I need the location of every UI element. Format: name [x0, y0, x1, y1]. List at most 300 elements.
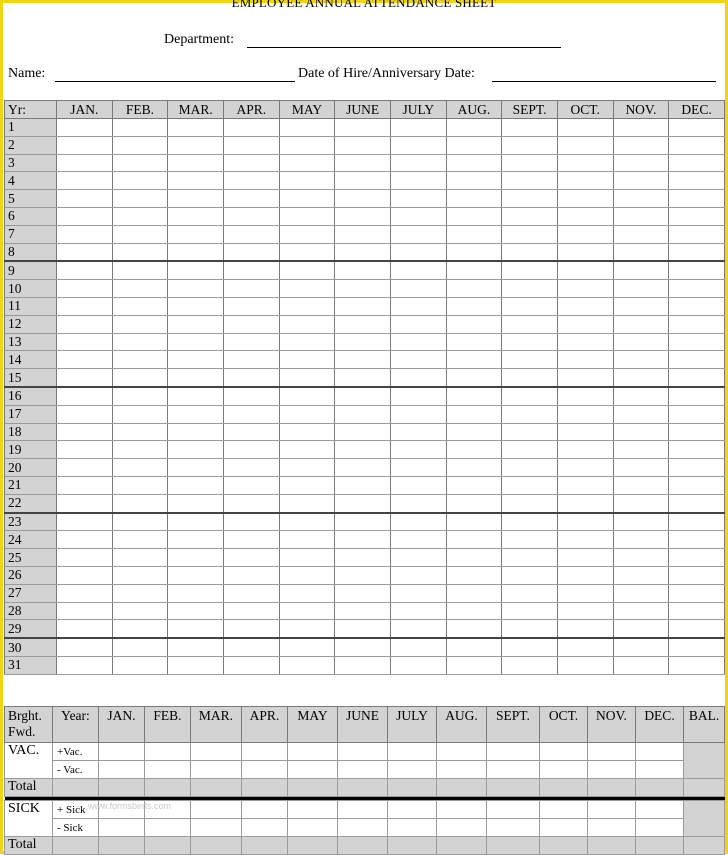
attendance-cell[interactable] — [390, 261, 446, 279]
attendance-cell[interactable] — [446, 315, 502, 333]
attendance-cell[interactable] — [112, 297, 168, 315]
attendance-cell[interactable] — [223, 207, 279, 225]
vacation-month-cell[interactable] — [588, 743, 636, 761]
attendance-cell[interactable] — [446, 225, 502, 243]
attendance-cell[interactable] — [557, 369, 613, 387]
attendance-cell[interactable] — [168, 297, 224, 315]
attendance-cell[interactable] — [613, 549, 669, 567]
attendance-cell[interactable] — [168, 190, 224, 208]
attendance-cell[interactable] — [223, 315, 279, 333]
attendance-cell[interactable] — [112, 620, 168, 638]
attendance-cell[interactable] — [223, 154, 279, 172]
attendance-cell[interactable] — [168, 387, 224, 405]
attendance-cell[interactable] — [446, 280, 502, 298]
attendance-cell[interactable] — [112, 531, 168, 549]
attendance-cell[interactable] — [613, 369, 669, 387]
attendance-cell[interactable] — [279, 207, 335, 225]
attendance-cell[interactable] — [223, 119, 279, 137]
attendance-cell[interactable] — [279, 369, 335, 387]
attendance-cell[interactable] — [557, 243, 613, 261]
attendance-cell[interactable] — [168, 369, 224, 387]
attendance-cell[interactable] — [335, 638, 391, 656]
attendance-cell[interactable] — [279, 351, 335, 369]
attendance-cell[interactable] — [669, 638, 725, 656]
attendance-cell[interactable] — [57, 154, 113, 172]
attendance-cell[interactable] — [168, 136, 224, 154]
attendance-cell[interactable] — [57, 602, 113, 620]
attendance-cell[interactable] — [669, 136, 725, 154]
attendance-cell[interactable] — [669, 207, 725, 225]
vacation-month-cell[interactable] — [437, 761, 487, 779]
vacation-total-cell[interactable] — [99, 779, 145, 797]
attendance-cell[interactable] — [57, 513, 113, 531]
attendance-cell[interactable] — [502, 566, 558, 584]
attendance-cell[interactable] — [112, 207, 168, 225]
sick-month-cell[interactable] — [388, 819, 437, 837]
attendance-cell[interactable] — [502, 315, 558, 333]
attendance-cell[interactable] — [502, 513, 558, 531]
attendance-cell[interactable] — [223, 225, 279, 243]
attendance-cell[interactable] — [223, 243, 279, 261]
sick-total-cell[interactable] — [99, 837, 145, 855]
attendance-cell[interactable] — [613, 280, 669, 298]
attendance-cell[interactable] — [669, 620, 725, 638]
attendance-cell[interactable] — [279, 315, 335, 333]
attendance-cell[interactable] — [223, 531, 279, 549]
attendance-cell[interactable] — [613, 207, 669, 225]
attendance-cell[interactable] — [57, 620, 113, 638]
attendance-cell[interactable] — [112, 405, 168, 423]
attendance-cell[interactable] — [446, 351, 502, 369]
attendance-cell[interactable] — [57, 531, 113, 549]
attendance-cell[interactable] — [168, 315, 224, 333]
attendance-cell[interactable] — [335, 207, 391, 225]
attendance-cell[interactable] — [279, 261, 335, 279]
attendance-cell[interactable] — [669, 280, 725, 298]
sick-total-cell[interactable] — [191, 837, 242, 855]
vacation-month-cell[interactable] — [540, 743, 588, 761]
attendance-cell[interactable] — [446, 387, 502, 405]
attendance-cell[interactable] — [57, 297, 113, 315]
attendance-cell[interactable] — [279, 190, 335, 208]
attendance-cell[interactable] — [112, 261, 168, 279]
attendance-cell[interactable] — [613, 351, 669, 369]
attendance-cell[interactable] — [223, 584, 279, 602]
attendance-cell[interactable] — [390, 602, 446, 620]
attendance-cell[interactable] — [613, 531, 669, 549]
attendance-cell[interactable] — [502, 207, 558, 225]
attendance-cell[interactable] — [57, 369, 113, 387]
attendance-cell[interactable] — [446, 369, 502, 387]
attendance-cell[interactable] — [669, 602, 725, 620]
attendance-cell[interactable] — [557, 387, 613, 405]
attendance-cell[interactable] — [390, 154, 446, 172]
attendance-cell[interactable] — [390, 207, 446, 225]
attendance-cell[interactable] — [502, 638, 558, 656]
attendance-cell[interactable] — [557, 225, 613, 243]
attendance-cell[interactable] — [335, 225, 391, 243]
attendance-cell[interactable] — [669, 549, 725, 567]
sick-month-cell[interactable] — [288, 801, 338, 819]
attendance-cell[interactable] — [669, 441, 725, 459]
attendance-cell[interactable] — [168, 620, 224, 638]
attendance-cell[interactable] — [57, 261, 113, 279]
attendance-cell[interactable] — [669, 333, 725, 351]
sick-month-cell[interactable] — [191, 819, 242, 837]
attendance-cell[interactable] — [390, 441, 446, 459]
sick-month-cell[interactable] — [99, 819, 145, 837]
attendance-cell[interactable] — [335, 584, 391, 602]
attendance-cell[interactable] — [557, 549, 613, 567]
attendance-cell[interactable] — [557, 494, 613, 512]
attendance-cell[interactable] — [112, 190, 168, 208]
attendance-cell[interactable] — [279, 602, 335, 620]
attendance-cell[interactable] — [168, 154, 224, 172]
attendance-cell[interactable] — [223, 513, 279, 531]
attendance-cell[interactable] — [335, 441, 391, 459]
attendance-cell[interactable] — [390, 638, 446, 656]
vacation-total-cell[interactable] — [588, 779, 636, 797]
attendance-cell[interactable] — [446, 333, 502, 351]
attendance-cell[interactable] — [502, 333, 558, 351]
sick-month-cell[interactable] — [338, 801, 388, 819]
attendance-cell[interactable] — [502, 387, 558, 405]
attendance-cell[interactable] — [168, 172, 224, 190]
attendance-cell[interactable] — [168, 531, 224, 549]
vacation-month-cell[interactable] — [636, 761, 684, 779]
attendance-cell[interactable] — [613, 602, 669, 620]
attendance-cell[interactable] — [279, 531, 335, 549]
attendance-cell[interactable] — [669, 584, 725, 602]
attendance-cell[interactable] — [502, 136, 558, 154]
attendance-cell[interactable] — [112, 602, 168, 620]
attendance-cell[interactable] — [669, 476, 725, 494]
attendance-cell[interactable] — [557, 172, 613, 190]
attendance-cell[interactable] — [57, 243, 113, 261]
attendance-cell[interactable] — [335, 154, 391, 172]
attendance-cell[interactable] — [669, 656, 725, 674]
attendance-cell[interactable] — [223, 549, 279, 567]
attendance-cell[interactable] — [223, 190, 279, 208]
attendance-cell[interactable] — [112, 494, 168, 512]
attendance-cell[interactable] — [112, 638, 168, 656]
attendance-cell[interactable] — [112, 119, 168, 137]
attendance-cell[interactable] — [223, 369, 279, 387]
attendance-cell[interactable] — [446, 423, 502, 441]
attendance-cell[interactable] — [502, 405, 558, 423]
attendance-cell[interactable] — [335, 172, 391, 190]
attendance-cell[interactable] — [502, 261, 558, 279]
attendance-cell[interactable] — [57, 136, 113, 154]
attendance-cell[interactable] — [669, 494, 725, 512]
attendance-cell[interactable] — [502, 494, 558, 512]
attendance-cell[interactable] — [557, 119, 613, 137]
attendance-cell[interactable] — [57, 225, 113, 243]
attendance-cell[interactable] — [613, 172, 669, 190]
attendance-cell[interactable] — [223, 423, 279, 441]
attendance-cell[interactable] — [223, 172, 279, 190]
attendance-cell[interactable] — [669, 315, 725, 333]
sick-month-cell[interactable] — [242, 819, 288, 837]
attendance-cell[interactable] — [613, 225, 669, 243]
attendance-cell[interactable] — [446, 243, 502, 261]
vacation-total-cell[interactable] — [242, 779, 288, 797]
attendance-cell[interactable] — [613, 136, 669, 154]
attendance-cell[interactable] — [57, 119, 113, 137]
attendance-cell[interactable] — [669, 387, 725, 405]
vacation-total-cell[interactable] — [388, 779, 437, 797]
sick-month-cell[interactable] — [636, 801, 684, 819]
attendance-cell[interactable] — [168, 584, 224, 602]
name-field-line[interactable] — [55, 81, 295, 82]
vacation-total-cell[interactable] — [487, 779, 540, 797]
attendance-cell[interactable] — [168, 549, 224, 567]
attendance-cell[interactable] — [279, 441, 335, 459]
attendance-cell[interactable] — [390, 387, 446, 405]
attendance-cell[interactable] — [335, 351, 391, 369]
attendance-cell[interactable] — [502, 531, 558, 549]
attendance-cell[interactable] — [335, 315, 391, 333]
attendance-cell[interactable] — [168, 261, 224, 279]
attendance-cell[interactable] — [390, 476, 446, 494]
attendance-cell[interactable] — [279, 333, 335, 351]
attendance-cell[interactable] — [390, 297, 446, 315]
attendance-cell[interactable] — [223, 441, 279, 459]
attendance-cell[interactable] — [168, 225, 224, 243]
attendance-cell[interactable] — [557, 333, 613, 351]
attendance-cell[interactable] — [223, 405, 279, 423]
attendance-cell[interactable] — [279, 387, 335, 405]
attendance-cell[interactable] — [112, 387, 168, 405]
attendance-cell[interactable] — [279, 297, 335, 315]
attendance-cell[interactable] — [57, 423, 113, 441]
attendance-cell[interactable] — [335, 620, 391, 638]
attendance-cell[interactable] — [446, 566, 502, 584]
attendance-cell[interactable] — [335, 602, 391, 620]
attendance-cell[interactable] — [112, 584, 168, 602]
attendance-cell[interactable] — [613, 584, 669, 602]
sick-month-cell[interactable] — [437, 819, 487, 837]
attendance-cell[interactable] — [557, 423, 613, 441]
sick-month-cell[interactable] — [191, 801, 242, 819]
attendance-cell[interactable] — [112, 333, 168, 351]
attendance-cell[interactable] — [502, 172, 558, 190]
sick-total-cell[interactable] — [636, 837, 684, 855]
attendance-cell[interactable] — [57, 207, 113, 225]
vacation-total-cell[interactable] — [684, 779, 725, 797]
attendance-cell[interactable] — [557, 620, 613, 638]
attendance-cell[interactable] — [335, 405, 391, 423]
attendance-cell[interactable] — [57, 584, 113, 602]
attendance-cell[interactable] — [168, 602, 224, 620]
vacation-month-cell[interactable] — [388, 743, 437, 761]
attendance-cell[interactable] — [279, 172, 335, 190]
sick-total-cell[interactable] — [437, 837, 487, 855]
vacation-month-cell[interactable] — [487, 743, 540, 761]
attendance-cell[interactable] — [613, 459, 669, 477]
attendance-cell[interactable] — [446, 207, 502, 225]
vacation-month-cell[interactable] — [388, 761, 437, 779]
attendance-cell[interactable] — [279, 225, 335, 243]
attendance-cell[interactable] — [669, 154, 725, 172]
attendance-cell[interactable] — [557, 656, 613, 674]
sick-month-cell[interactable] — [388, 801, 437, 819]
vacation-total-cell[interactable] — [288, 779, 338, 797]
attendance-cell[interactable] — [390, 459, 446, 477]
attendance-cell[interactable] — [279, 423, 335, 441]
attendance-cell[interactable] — [335, 549, 391, 567]
attendance-cell[interactable] — [112, 243, 168, 261]
attendance-cell[interactable] — [390, 405, 446, 423]
attendance-cell[interactable] — [446, 602, 502, 620]
attendance-cell[interactable] — [390, 190, 446, 208]
attendance-cell[interactable] — [502, 459, 558, 477]
attendance-cell[interactable] — [390, 119, 446, 137]
attendance-cell[interactable] — [557, 584, 613, 602]
attendance-cell[interactable] — [57, 566, 113, 584]
sick-month-cell[interactable] — [437, 801, 487, 819]
attendance-cell[interactable] — [57, 441, 113, 459]
attendance-cell[interactable] — [390, 620, 446, 638]
attendance-cell[interactable] — [335, 387, 391, 405]
vacation-month-cell[interactable] — [99, 743, 145, 761]
attendance-cell[interactable] — [613, 297, 669, 315]
attendance-cell[interactable] — [390, 333, 446, 351]
attendance-cell[interactable] — [557, 513, 613, 531]
attendance-cell[interactable] — [613, 513, 669, 531]
vacation-month-cell[interactable] — [288, 743, 338, 761]
attendance-cell[interactable] — [335, 423, 391, 441]
attendance-cell[interactable] — [390, 513, 446, 531]
attendance-cell[interactable] — [390, 566, 446, 584]
attendance-cell[interactable] — [446, 190, 502, 208]
vacation-month-cell[interactable] — [99, 761, 145, 779]
attendance-cell[interactable] — [335, 136, 391, 154]
attendance-cell[interactable] — [335, 297, 391, 315]
vacation-month-cell[interactable] — [242, 743, 288, 761]
attendance-cell[interactable] — [279, 405, 335, 423]
vacation-month-cell[interactable] — [437, 743, 487, 761]
attendance-cell[interactable] — [335, 333, 391, 351]
attendance-cell[interactable] — [168, 476, 224, 494]
attendance-cell[interactable] — [57, 280, 113, 298]
department-field-line[interactable] — [247, 47, 561, 48]
attendance-cell[interactable] — [223, 638, 279, 656]
attendance-cell[interactable] — [613, 441, 669, 459]
attendance-cell[interactable] — [613, 119, 669, 137]
attendance-cell[interactable] — [502, 656, 558, 674]
attendance-cell[interactable] — [279, 620, 335, 638]
attendance-cell[interactable] — [502, 423, 558, 441]
attendance-cell[interactable] — [446, 119, 502, 137]
attendance-cell[interactable] — [557, 297, 613, 315]
attendance-cell[interactable] — [223, 566, 279, 584]
vacation-month-cell[interactable] — [145, 743, 191, 761]
attendance-cell[interactable] — [669, 459, 725, 477]
sick-total-cell[interactable] — [288, 837, 338, 855]
attendance-cell[interactable] — [279, 494, 335, 512]
vacation-month-cell[interactable] — [191, 761, 242, 779]
attendance-cell[interactable] — [223, 476, 279, 494]
sick-month-cell[interactable] — [487, 819, 540, 837]
attendance-cell[interactable] — [446, 136, 502, 154]
attendance-cell[interactable] — [335, 656, 391, 674]
sick-total-cell[interactable] — [145, 837, 191, 855]
attendance-cell[interactable] — [57, 333, 113, 351]
attendance-cell[interactable] — [112, 476, 168, 494]
attendance-cell[interactable] — [613, 566, 669, 584]
attendance-cell[interactable] — [502, 154, 558, 172]
attendance-cell[interactable] — [446, 531, 502, 549]
attendance-cell[interactable] — [557, 136, 613, 154]
attendance-cell[interactable] — [57, 459, 113, 477]
attendance-cell[interactable] — [279, 549, 335, 567]
attendance-cell[interactable] — [557, 207, 613, 225]
attendance-cell[interactable] — [112, 136, 168, 154]
attendance-cell[interactable] — [390, 423, 446, 441]
vacation-month-cell[interactable] — [487, 761, 540, 779]
attendance-cell[interactable] — [669, 119, 725, 137]
sick-month-cell[interactable] — [288, 819, 338, 837]
attendance-cell[interactable] — [168, 351, 224, 369]
sick-month-cell[interactable] — [145, 819, 191, 837]
attendance-cell[interactable] — [57, 549, 113, 567]
sick-total-cell[interactable] — [540, 837, 588, 855]
attendance-cell[interactable] — [168, 333, 224, 351]
attendance-cell[interactable] — [168, 656, 224, 674]
attendance-cell[interactable] — [557, 351, 613, 369]
attendance-cell[interactable] — [279, 136, 335, 154]
attendance-cell[interactable] — [446, 441, 502, 459]
attendance-cell[interactable] — [390, 531, 446, 549]
attendance-cell[interactable] — [502, 243, 558, 261]
attendance-cell[interactable] — [168, 638, 224, 656]
attendance-cell[interactable] — [502, 190, 558, 208]
attendance-cell[interactable] — [502, 476, 558, 494]
attendance-cell[interactable] — [669, 297, 725, 315]
attendance-cell[interactable] — [57, 351, 113, 369]
attendance-cell[interactable] — [557, 531, 613, 549]
attendance-cell[interactable] — [502, 584, 558, 602]
attendance-cell[interactable] — [279, 566, 335, 584]
attendance-cell[interactable] — [446, 620, 502, 638]
attendance-cell[interactable] — [223, 136, 279, 154]
attendance-cell[interactable] — [446, 638, 502, 656]
attendance-cell[interactable] — [613, 190, 669, 208]
attendance-cell[interactable] — [613, 656, 669, 674]
vacation-month-cell[interactable] — [636, 743, 684, 761]
sick-total-cell[interactable] — [242, 837, 288, 855]
attendance-cell[interactable] — [168, 513, 224, 531]
attendance-cell[interactable] — [279, 584, 335, 602]
attendance-cell[interactable] — [168, 119, 224, 137]
attendance-cell[interactable] — [223, 297, 279, 315]
attendance-cell[interactable] — [613, 405, 669, 423]
attendance-cell[interactable] — [112, 154, 168, 172]
attendance-cell[interactable] — [335, 476, 391, 494]
attendance-cell[interactable] — [502, 620, 558, 638]
attendance-cell[interactable] — [669, 405, 725, 423]
attendance-cell[interactable] — [223, 494, 279, 512]
attendance-cell[interactable] — [168, 280, 224, 298]
attendance-cell[interactable] — [168, 494, 224, 512]
attendance-cell[interactable] — [279, 476, 335, 494]
attendance-cell[interactable] — [502, 369, 558, 387]
attendance-cell[interactable] — [390, 280, 446, 298]
vacation-month-cell[interactable] — [145, 761, 191, 779]
sick-total-cell[interactable] — [588, 837, 636, 855]
attendance-cell[interactable] — [669, 243, 725, 261]
